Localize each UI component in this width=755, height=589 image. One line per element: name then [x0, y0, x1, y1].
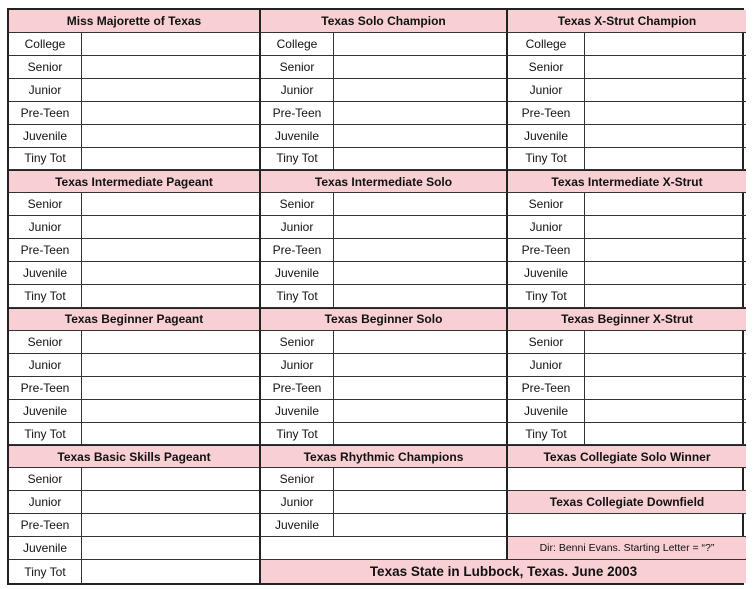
division-label: Senior [508, 331, 585, 354]
category-header: Texas Basic Skills Pageant [9, 445, 261, 468]
division-label: Junior [261, 79, 334, 102]
division-label: Junior [9, 491, 82, 514]
division-label: College [9, 33, 82, 56]
division-label: Senior [9, 56, 82, 79]
winner-cell [585, 56, 746, 79]
division-label: Tiny Tot [261, 423, 334, 446]
division-label: Tiny Tot [261, 285, 334, 308]
winner-cell [82, 285, 261, 308]
division-label: Pre-Teen [261, 102, 334, 125]
division-label: Pre-Teen [508, 102, 585, 125]
winner-cell [334, 285, 508, 308]
division-label: Junior [261, 354, 334, 377]
winner-cell [82, 33, 261, 56]
winner-cell [334, 102, 508, 125]
division-label: Tiny Tot [9, 560, 82, 583]
division-label: Juvenile [261, 514, 334, 537]
winner-cell [585, 400, 746, 423]
empty-cell [261, 537, 508, 560]
division-label: College [508, 33, 585, 56]
winner-cell [334, 354, 508, 377]
division-label: Senior [261, 56, 334, 79]
division-label: Pre-Teen [9, 239, 82, 262]
winner-cell [334, 239, 508, 262]
winner-cell [82, 354, 261, 377]
division-label: Senior [508, 56, 585, 79]
division-label: Pre-Teen [261, 239, 334, 262]
division-label: Junior [261, 491, 334, 514]
winner-cell [585, 216, 746, 239]
winner-cell [82, 537, 261, 560]
category-header: Texas Beginner X-Strut [508, 308, 746, 331]
winner-cell [82, 125, 261, 148]
division-label: Juvenile [9, 537, 82, 560]
winner-cell [82, 560, 261, 583]
winner-cell [585, 377, 746, 400]
division-label: Juvenile [508, 125, 585, 148]
winner-cell [334, 79, 508, 102]
category-header: Texas Intermediate Pageant [9, 170, 261, 193]
winner-cell [585, 148, 746, 171]
category-header: Texas Collegiate Solo Winner [508, 445, 746, 468]
winner-cell [585, 33, 746, 56]
division-label: Juvenile [261, 262, 334, 285]
division-label: Pre-Teen [9, 377, 82, 400]
winner-cell [82, 514, 261, 537]
director-note: Dir: Benni Evans. Starting Letter = “?” [508, 537, 746, 560]
winner-cell [585, 239, 746, 262]
winner-cell [508, 468, 746, 491]
division-label: Pre-Teen [261, 377, 334, 400]
winner-cell [82, 491, 261, 514]
winner-cell [334, 377, 508, 400]
division-label: Juvenile [508, 262, 585, 285]
winner-cell [82, 400, 261, 423]
division-label: Junior [261, 216, 334, 239]
winner-cell [82, 423, 261, 446]
winner-cell [334, 468, 508, 491]
category-header: Texas Intermediate X-Strut [508, 170, 746, 193]
division-label: Senior [9, 468, 82, 491]
winner-cell [334, 491, 508, 514]
winner-cell [82, 468, 261, 491]
winner-cell [334, 216, 508, 239]
division-label: Pre-Teen [508, 239, 585, 262]
division-label: Junior [508, 79, 585, 102]
winner-cell [585, 354, 746, 377]
winner-cell [82, 216, 261, 239]
winner-cell [82, 56, 261, 79]
winner-cell [82, 193, 261, 216]
results-table [7, 8, 744, 585]
winner-cell [585, 331, 746, 354]
category-header: Texas Beginner Pageant [9, 308, 261, 331]
division-label: Junior [9, 79, 82, 102]
division-label: College [261, 33, 334, 56]
division-label: Tiny Tot [9, 285, 82, 308]
division-label: Tiny Tot [9, 148, 82, 171]
winner-cell [334, 148, 508, 171]
category-header: Texas Beginner Solo [261, 308, 508, 331]
winner-cell [585, 102, 746, 125]
division-label: Senior [261, 193, 334, 216]
division-label: Junior [508, 216, 585, 239]
division-label: Juvenile [9, 125, 82, 148]
division-label: Tiny Tot [261, 148, 334, 171]
category-header: Texas Intermediate Solo [261, 170, 508, 193]
division-label: Pre-Teen [9, 514, 82, 537]
division-label: Junior [9, 354, 82, 377]
division-label: Juvenile [9, 262, 82, 285]
winner-cell [82, 239, 261, 262]
winner-cell [508, 514, 746, 537]
event-title: Texas State in Lubbock, Texas. June 2003 [261, 560, 746, 583]
winner-cell [82, 262, 261, 285]
division-label: Pre-Teen [508, 377, 585, 400]
division-label: Junior [508, 354, 585, 377]
winner-cell [334, 193, 508, 216]
division-label: Junior [9, 216, 82, 239]
winner-cell [585, 193, 746, 216]
division-label: Senior [508, 193, 585, 216]
division-label: Juvenile [9, 400, 82, 423]
category-header: Texas Rhythmic Champions [261, 445, 508, 468]
winner-cell [334, 400, 508, 423]
division-label: Tiny Tot [508, 285, 585, 308]
winner-cell [585, 423, 746, 446]
winner-cell [82, 377, 261, 400]
category-header: Texas X-Strut Champion [508, 10, 746, 33]
category-header: Texas Solo Champion [261, 10, 508, 33]
winner-cell [334, 56, 508, 79]
winner-cell [334, 33, 508, 56]
winner-cell [334, 262, 508, 285]
winner-cell [334, 331, 508, 354]
winner-cell [334, 514, 508, 537]
division-label: Senior [261, 331, 334, 354]
winner-cell [82, 331, 261, 354]
winner-cell [585, 79, 746, 102]
winner-cell [585, 125, 746, 148]
winner-cell [82, 79, 261, 102]
winner-cell [82, 102, 261, 125]
division-label: Senior [261, 468, 334, 491]
division-label: Tiny Tot [9, 423, 82, 446]
winner-cell [334, 423, 508, 446]
winner-cell [82, 148, 261, 171]
division-label: Tiny Tot [508, 148, 585, 171]
division-label: Juvenile [261, 125, 334, 148]
collegiate-downfield-header: Texas Collegiate Downfield [508, 491, 746, 514]
winner-cell [585, 285, 746, 308]
division-label: Juvenile [261, 400, 334, 423]
division-label: Senior [9, 331, 82, 354]
division-label: Pre-Teen [9, 102, 82, 125]
winner-cell [585, 262, 746, 285]
winner-cell [334, 125, 508, 148]
division-label: Senior [9, 193, 82, 216]
category-header: Miss Majorette of Texas [9, 10, 261, 33]
division-label: Juvenile [508, 400, 585, 423]
division-label: Tiny Tot [508, 423, 585, 446]
